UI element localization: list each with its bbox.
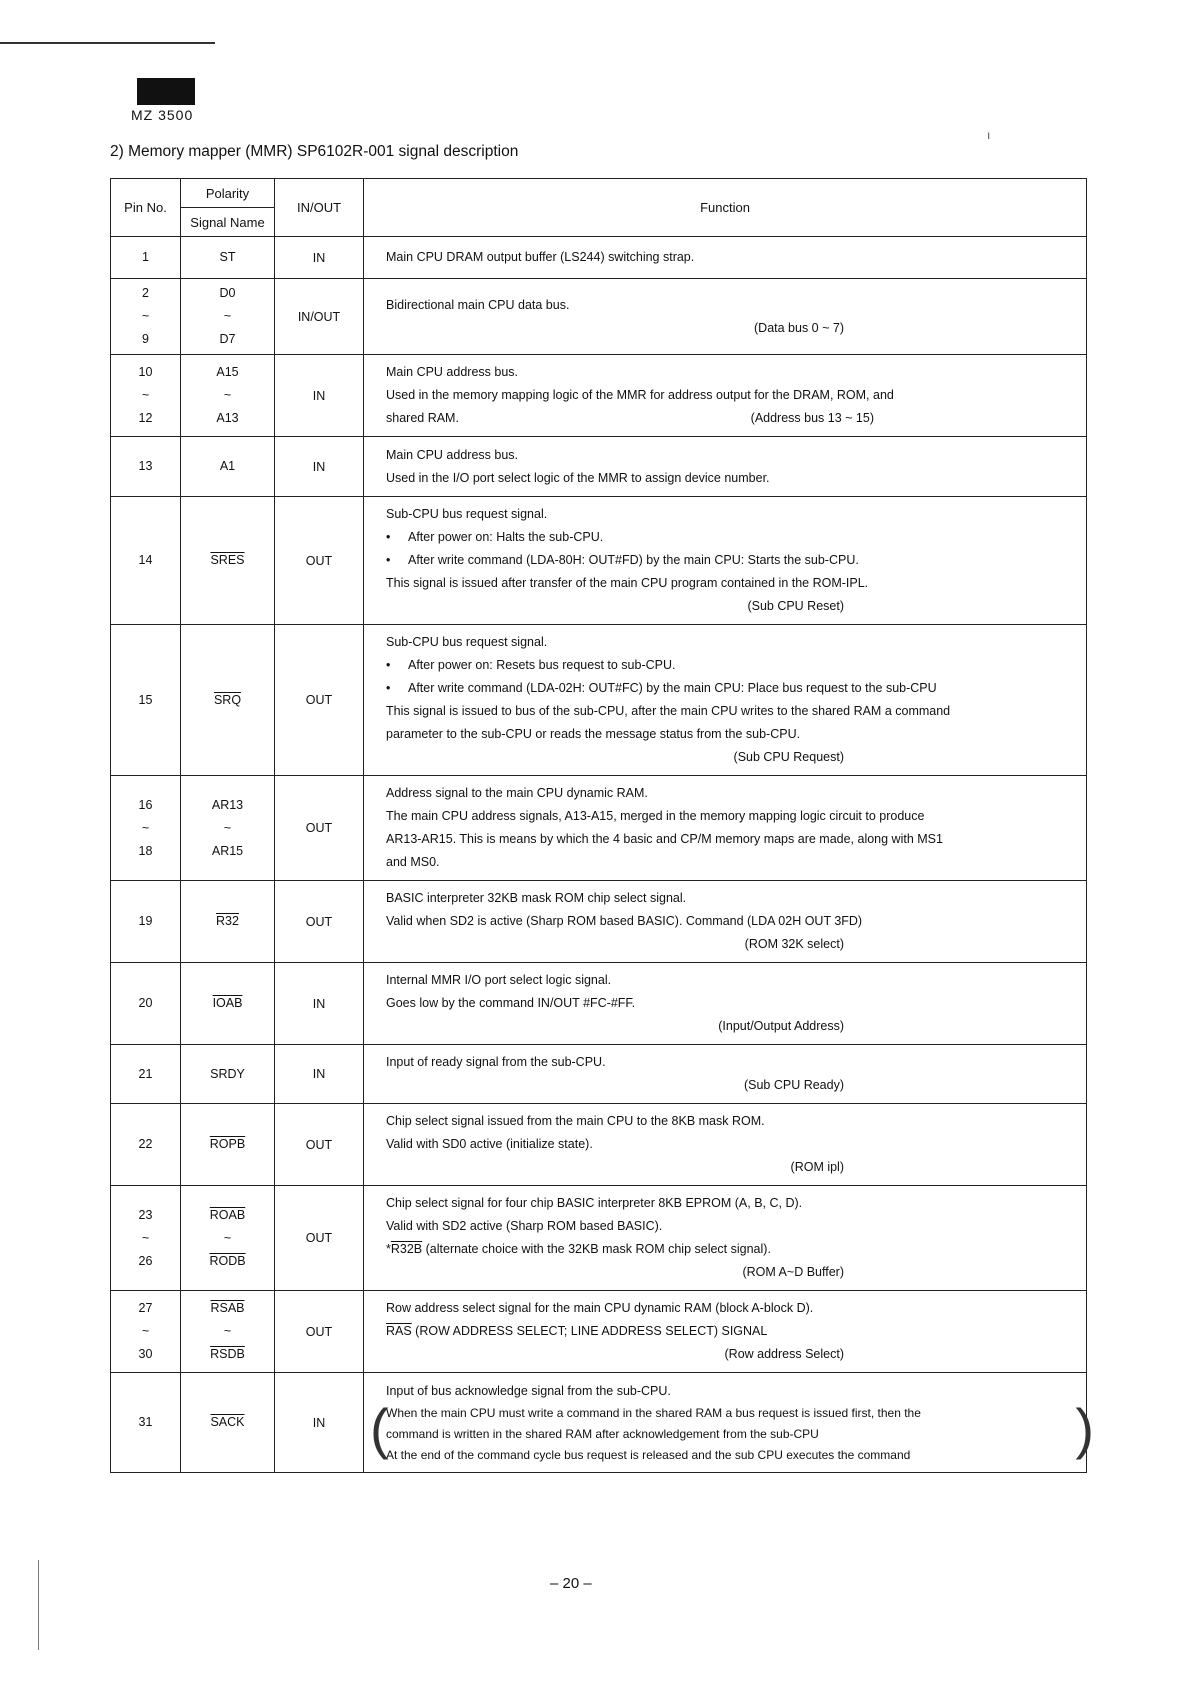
pin-number: 13	[138, 459, 153, 473]
signal-cell	[181, 1186, 275, 1291]
function-line: This signal is issued after transfer of the main CPU program contained in the ROM-IPL.	[386, 576, 869, 590]
signal-name: ~	[223, 1324, 232, 1338]
function-bullet: • After power on: Halts the sub-CPU.	[386, 526, 1074, 549]
pin-cell	[111, 881, 181, 963]
table-row	[111, 355, 1087, 437]
function-line: Chip select signal for four chip BASIC interpreter 8KB EPROM (A, B, C, D).	[386, 1196, 803, 1210]
function-cell	[364, 1373, 1087, 1473]
signal-cell	[181, 1291, 275, 1373]
signal-name: D7	[219, 332, 236, 346]
pin-number: ~	[141, 309, 150, 323]
function-bullet: • After write command (LDA-02H: OUT#FC) by the main CPU: Place bus request to the sub-CPU	[386, 677, 1074, 700]
pin-cell	[111, 1045, 181, 1104]
header-pin-no: Pin No.	[111, 179, 181, 237]
function-note: (Sub CPU Reset)	[747, 599, 844, 613]
function-cell	[364, 963, 1087, 1045]
signal-name: ROPB	[209, 1137, 246, 1151]
inout-cell: IN	[275, 963, 364, 1045]
function-cell	[364, 1186, 1087, 1291]
pin-number: 18	[138, 843, 153, 858]
function-line: Input of ready signal from the sub-CPU.	[386, 1055, 606, 1069]
function-line	[386, 407, 1074, 430]
function-line: parameter to the sub-CPU or reads the message status from the sub-CPU.	[386, 727, 801, 741]
table-row	[111, 279, 1087, 355]
page-number: – 20 –	[550, 1575, 592, 1592]
signal-name: ~	[223, 309, 232, 323]
pin-number: 27	[138, 1301, 153, 1315]
table-row	[111, 437, 1087, 497]
function-bullet: • After power on: Resets bus request to sub-CPU.	[386, 654, 1074, 677]
inout-cell: OUT	[275, 1186, 364, 1291]
signal-cell	[181, 963, 275, 1045]
top-rule	[0, 42, 215, 44]
function-line: Used in the I/O port select logic of the MMR to assign device number.	[386, 470, 770, 485]
signal-name: SRES	[210, 553, 245, 567]
pin-number: 30	[138, 1347, 153, 1361]
inout-cell: IN	[275, 437, 364, 497]
pin-number: 14	[138, 553, 153, 567]
pin-number: 16	[138, 797, 153, 812]
pin-cell	[111, 355, 181, 437]
signal-cell	[181, 279, 275, 355]
signal-name: ~	[223, 820, 232, 835]
function-line: Row address select signal for the main CPU dynamic RAM (block A-block D).	[386, 1301, 814, 1315]
signal-table	[110, 178, 1087, 1473]
inout-cell: IN	[275, 1045, 364, 1104]
signal-name: ROAB	[209, 1207, 246, 1222]
function-cell	[364, 625, 1087, 776]
pin-number: 12	[138, 411, 153, 425]
table-row	[111, 497, 1087, 625]
signal-ref: $\overline{RAS}$	[386, 1324, 412, 1338]
pin-number: 31	[138, 1415, 153, 1429]
pin-number: 10	[138, 365, 153, 379]
table-row	[111, 625, 1087, 776]
pin-number: ~	[141, 1230, 150, 1245]
function-line: Input of bus acknowledge signal from the sub-CPU.	[386, 1383, 671, 1398]
function-line: Main CPU address bus.	[386, 447, 519, 462]
function-note: (Sub CPU Request)	[733, 750, 844, 764]
function-line: Address signal to the main CPU dynamic RAM.	[386, 786, 648, 800]
pin-number: 19	[138, 914, 153, 928]
inout-cell: OUT	[275, 625, 364, 776]
function-cell	[364, 497, 1087, 625]
function-line: Used in the memory mapping logic of the MMR for address output for the DRAM, ROM, and	[386, 388, 894, 402]
signal-cell	[181, 497, 275, 625]
function-line: AR13-AR15. This is means by which the 4 basic and CP/M memory maps are made, along with MS1	[386, 832, 943, 846]
pin-cell	[111, 1291, 181, 1373]
function-line: Main CPU address bus.	[386, 365, 519, 379]
section-title: 2) Memory mapper (MMR) SP6102R-001 signal description	[110, 143, 519, 160]
function-cell	[364, 355, 1087, 437]
signal-name: SRDY	[210, 1066, 245, 1081]
pin-number: 23	[138, 1207, 153, 1222]
table-row	[111, 1045, 1087, 1104]
function-line: Main CPU DRAM output buffer (LS244) switching strap.	[386, 250, 695, 264]
function-line: Sub-CPU bus request signal.	[386, 635, 548, 649]
signal-table-body	[111, 237, 1087, 1473]
signal-name: ~	[223, 1230, 232, 1245]
pin-cell	[111, 1104, 181, 1186]
pin-number: 26	[138, 1253, 153, 1268]
function-line: Internal MMR I/O port select logic signal.	[386, 973, 612, 987]
table-row	[111, 963, 1087, 1045]
function-line: Chip select signal issued from the main CPU to the 8KB mask ROM.	[386, 1114, 765, 1128]
header-signal-name: Signal Name	[181, 208, 275, 237]
function-line: Valid with SD2 active (Sharp ROM based BASIC).	[386, 1219, 663, 1233]
signal-cell	[181, 625, 275, 776]
signal-cell	[181, 881, 275, 963]
signal-name: RODB	[209, 1253, 246, 1268]
function-cell	[364, 437, 1087, 497]
function-note: (Sub CPU Ready)	[743, 1078, 844, 1092]
signal-name: A13	[216, 411, 239, 425]
inout-cell: OUT	[275, 881, 364, 963]
inout-cell: OUT	[275, 1291, 364, 1373]
function-line	[386, 1238, 1074, 1261]
function-line: Valid when SD2 is active (Sharp ROM based BASIC). Command (LDA 02H OUT 3FD)	[386, 914, 863, 928]
signal-name: AR13	[211, 797, 244, 812]
signal-name: RSAB	[210, 1301, 245, 1315]
signal-cell	[181, 1104, 275, 1186]
function-note: (Data bus 0 ~ 7)	[754, 320, 844, 335]
inout-cell: IN	[275, 237, 364, 279]
pin-cell	[111, 237, 181, 279]
function-note: (Address bus 13 ~ 15)	[750, 411, 874, 425]
signal-name: IOAB	[212, 996, 243, 1010]
inout-cell: OUT	[275, 1104, 364, 1186]
table-row	[111, 1291, 1087, 1373]
signal-name: ~	[223, 388, 232, 402]
signal-cell	[181, 1045, 275, 1104]
signal-name: R32	[216, 914, 239, 928]
function-line: Bidirectional main CPU data bus.	[386, 297, 570, 312]
signal-ref: R32B	[390, 1242, 423, 1256]
pin-cell	[111, 279, 181, 355]
footnote-marker: *	[386, 1242, 391, 1256]
table-row	[111, 881, 1087, 963]
signal-cell	[181, 1373, 275, 1473]
pin-cell	[111, 963, 181, 1045]
inout-cell: OUT	[275, 497, 364, 625]
pin-number: 22	[138, 1137, 153, 1151]
function-note: (ROM 32K select)	[744, 937, 844, 951]
signal-name: SACK	[210, 1415, 245, 1429]
table-row	[111, 237, 1087, 279]
function-line: and MS0.	[386, 855, 440, 869]
pin-number: 1	[142, 250, 149, 264]
pin-cell	[111, 625, 181, 776]
function-text: shared RAM.	[386, 411, 459, 425]
model-number: MZ 3500	[131, 107, 194, 123]
table-row	[111, 1373, 1087, 1473]
function-note: (ROM A~D Buffer)	[742, 1265, 844, 1279]
signal-cell	[181, 355, 275, 437]
pin-cell	[111, 1373, 181, 1473]
function-text: (alternate choice with the 32KB mask ROM chip select signal).	[422, 1242, 771, 1256]
pin-cell	[111, 437, 181, 497]
function-text: (ROW ADDRESS SELECT; LINE ADDRESS SELECT) SIGNAL	[411, 1324, 768, 1338]
header-function: Function	[364, 179, 1087, 237]
function-line: Goes low by the command IN/OUT #FC-#FF.	[386, 996, 636, 1010]
signal-name: $\overline{SRQ}$	[213, 692, 242, 707]
function-cell	[364, 1291, 1087, 1373]
function-cell	[364, 279, 1087, 355]
pin-number: 20	[138, 996, 153, 1010]
table-row	[111, 1186, 1087, 1291]
function-bullet: • After write command (LDA-80H: OUT#FD) by the main CPU: Starts the sub-CPU.	[386, 549, 1074, 572]
inout-cell: IN	[275, 355, 364, 437]
signal-cell	[181, 437, 275, 497]
function-note: (ROM ipl)	[790, 1160, 844, 1174]
signal-name: AR15	[211, 843, 244, 858]
margin-mark	[38, 1560, 39, 1650]
signal-name: ST	[219, 250, 236, 264]
function-cell	[364, 776, 1087, 881]
signal-cell	[181, 776, 275, 881]
pin-cell	[111, 497, 181, 625]
function-cell	[364, 237, 1087, 279]
function-line: ( When the main CPU must write a command in the shared RAM a bus request is issued first, then the	[386, 1405, 921, 1420]
pin-number: 9	[142, 332, 149, 346]
pin-number: 15	[138, 692, 153, 707]
header-inout: IN/OUT	[275, 179, 364, 237]
function-line	[386, 1320, 1074, 1343]
signal-name: A1	[219, 459, 236, 473]
inout-cell: IN/OUT	[275, 279, 364, 355]
pin-cell	[111, 776, 181, 881]
function-line: command is written in the shared RAM after acknowledgement from the sub-CPU	[386, 1426, 819, 1441]
function-cell	[364, 881, 1087, 963]
function-note: (Row address Select)	[724, 1347, 844, 1361]
inout-cell: OUT	[275, 776, 364, 881]
signal-name: A15	[216, 365, 239, 379]
pin-cell	[111, 1186, 181, 1291]
function-line: Sub-CPU bus request signal.	[386, 507, 548, 521]
function-cell	[364, 1045, 1087, 1104]
signal-name: D0	[219, 286, 236, 300]
function-line: BASIC interpreter 32KB mask ROM chip select signal.	[386, 891, 687, 905]
table-row	[111, 776, 1087, 881]
pin-number: ~	[141, 388, 150, 402]
function-line: At the end of the command cycle bus request is released and the sub CPU executes the command	[386, 1447, 911, 1462]
function-line: The main CPU address signals, A13-A15, merged in the memory mapping logic circuit to produce	[386, 809, 925, 823]
function-line: This signal is issued to bus of the sub-CPU, after the main CPU writes to the shared RAM a command	[386, 704, 951, 718]
pin-number: 21	[138, 1066, 153, 1081]
pin-number: 2	[142, 286, 149, 300]
signal-cell	[181, 237, 275, 279]
function-cell	[364, 1104, 1087, 1186]
parenthetical-note	[386, 1403, 1074, 1466]
header-polarity: Polarity	[181, 179, 275, 208]
signal-name: RSDB	[210, 1347, 245, 1361]
table-row	[111, 1104, 1087, 1186]
function-note: (Input/Output Address)	[718, 1019, 844, 1033]
pin-number: ~	[141, 820, 150, 835]
scan-mark: ı	[987, 128, 991, 142]
pin-number: ~	[141, 1324, 150, 1338]
manufacturer-logo-block	[137, 78, 195, 105]
function-line: Valid with SD0 active (initialize state).	[386, 1137, 593, 1151]
inout-cell: IN	[275, 1373, 364, 1473]
